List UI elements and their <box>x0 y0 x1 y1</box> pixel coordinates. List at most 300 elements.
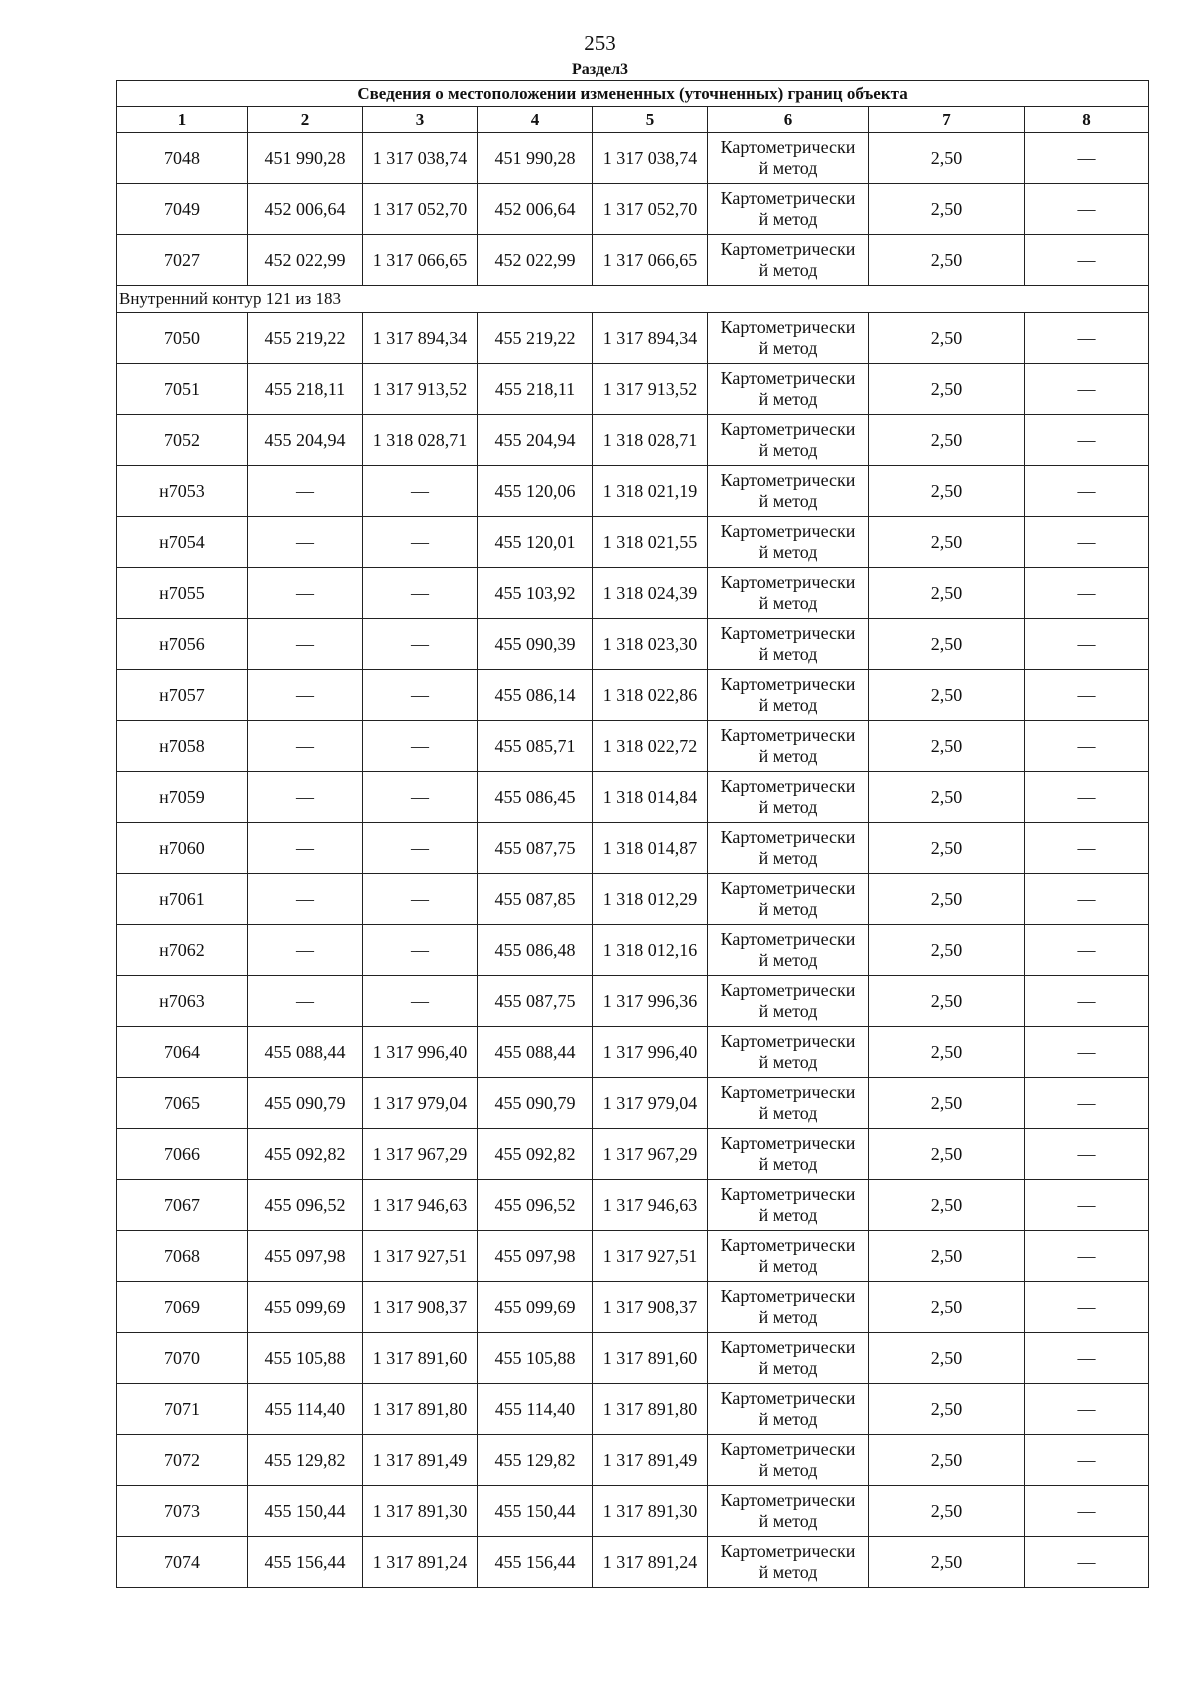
cell-point-id: н7060 <box>117 823 248 874</box>
cell-method <box>708 670 869 721</box>
method-line: й метод <box>758 209 818 229</box>
cell-x-old: — <box>248 976 363 1027</box>
cell-y-old: — <box>363 772 478 823</box>
cell-accuracy: 2,50 <box>869 1537 1025 1588</box>
cell-x-new: 455 120,01 <box>478 517 593 568</box>
cell-description: — <box>1025 1231 1149 1282</box>
table-body <box>117 133 1149 1588</box>
cell-accuracy: 2,50 <box>869 976 1025 1027</box>
cell-x-old: — <box>248 925 363 976</box>
cell-x-new: 452 022,99 <box>478 235 593 286</box>
cell-x-old: — <box>248 568 363 619</box>
cell-x-old: — <box>248 772 363 823</box>
table-row <box>117 1333 1149 1384</box>
cell-accuracy: 2,50 <box>869 925 1025 976</box>
cell-description: — <box>1025 364 1149 415</box>
table-row <box>117 415 1149 466</box>
cell-method <box>708 1078 869 1129</box>
cell-x-new: 455 090,39 <box>478 619 593 670</box>
method-line: Картометрически <box>720 1337 856 1357</box>
cell-y-new: 1 317 894,34 <box>593 313 708 364</box>
cell-y-new: 1 318 012,16 <box>593 925 708 976</box>
table-row <box>117 670 1149 721</box>
cell-method <box>708 1486 869 1537</box>
cell-description: — <box>1025 721 1149 772</box>
column-header: 4 <box>478 107 593 133</box>
cell-y-new: 1 318 021,19 <box>593 466 708 517</box>
cell-x-old: — <box>248 619 363 670</box>
cell-x-old: 455 219,22 <box>248 313 363 364</box>
method-line: Картометрически <box>720 188 856 208</box>
table-row <box>117 823 1149 874</box>
cell-point-id: 7064 <box>117 1027 248 1078</box>
method-line: Картометрически <box>720 368 856 388</box>
cell-method <box>708 1231 869 1282</box>
method-line: й метод <box>758 542 818 562</box>
cell-x-new: 455 090,79 <box>478 1078 593 1129</box>
method-line: Картометрически <box>720 1286 856 1306</box>
cell-x-old: — <box>248 721 363 772</box>
cell-description: — <box>1025 1486 1149 1537</box>
table-row <box>117 721 1149 772</box>
table-row <box>117 1486 1149 1537</box>
method-line: й метод <box>758 1052 818 1072</box>
cell-x-old: 452 022,99 <box>248 235 363 286</box>
cell-method <box>708 517 869 568</box>
cell-x-old: — <box>248 823 363 874</box>
table-row <box>117 772 1149 823</box>
cell-x-old: 455 105,88 <box>248 1333 363 1384</box>
cell-accuracy: 2,50 <box>869 313 1025 364</box>
cell-point-id: 7050 <box>117 313 248 364</box>
method-line: й метод <box>758 1154 818 1174</box>
cell-y-old: 1 317 979,04 <box>363 1078 478 1129</box>
cell-description: — <box>1025 133 1149 184</box>
cell-x-new: 455 087,85 <box>478 874 593 925</box>
cell-point-id: н7058 <box>117 721 248 772</box>
table-row <box>117 466 1149 517</box>
cell-x-new: 455 087,75 <box>478 976 593 1027</box>
cell-point-id: 7067 <box>117 1180 248 1231</box>
cell-accuracy: 2,50 <box>869 1486 1025 1537</box>
cell-description: — <box>1025 1078 1149 1129</box>
method-line: Картометрически <box>720 419 856 439</box>
method-line: Картометрически <box>720 470 856 490</box>
cell-y-old: 1 317 066,65 <box>363 235 478 286</box>
method-line: Картометрически <box>720 1490 856 1510</box>
cell-point-id: н7062 <box>117 925 248 976</box>
cell-y-new: 1 317 891,80 <box>593 1384 708 1435</box>
cell-method <box>708 133 869 184</box>
cell-accuracy: 2,50 <box>869 1384 1025 1435</box>
cell-accuracy: 2,50 <box>869 133 1025 184</box>
method-line: Картометрически <box>720 674 856 694</box>
column-header: 1 <box>117 107 248 133</box>
method-line: й метод <box>758 1103 818 1123</box>
table-row <box>117 925 1149 976</box>
cell-y-old: — <box>363 823 478 874</box>
cell-y-new: 1 318 022,86 <box>593 670 708 721</box>
cell-y-new: 1 317 996,40 <box>593 1027 708 1078</box>
cell-method <box>708 466 869 517</box>
cell-y-new: 1 317 891,49 <box>593 1435 708 1486</box>
cell-y-old: — <box>363 874 478 925</box>
cell-point-id: 7027 <box>117 235 248 286</box>
method-line: й метод <box>758 695 818 715</box>
method-line: Картометрически <box>720 725 856 745</box>
cell-x-new: 455 099,69 <box>478 1282 593 1333</box>
cell-x-new: 455 219,22 <box>478 313 593 364</box>
cell-accuracy: 2,50 <box>869 772 1025 823</box>
cell-y-old: — <box>363 568 478 619</box>
table-row <box>117 568 1149 619</box>
cell-accuracy: 2,50 <box>869 1282 1025 1333</box>
cell-point-id: 7049 <box>117 184 248 235</box>
cell-y-old: — <box>363 466 478 517</box>
table-caption-row <box>117 81 1149 107</box>
cell-accuracy: 2,50 <box>869 1333 1025 1384</box>
method-line: й метод <box>758 1205 818 1225</box>
cell-x-old: 455 218,11 <box>248 364 363 415</box>
cell-accuracy: 2,50 <box>869 1180 1025 1231</box>
cell-point-id: н7054 <box>117 517 248 568</box>
cell-x-new: 455 218,11 <box>478 364 593 415</box>
cell-point-id: 7051 <box>117 364 248 415</box>
cell-method <box>708 721 869 772</box>
cell-x-new: 455 097,98 <box>478 1231 593 1282</box>
method-line: Картометрически <box>720 776 856 796</box>
cell-y-old: 1 317 038,74 <box>363 133 478 184</box>
cell-method <box>708 235 869 286</box>
method-line: й метод <box>758 260 818 280</box>
method-line: Картометрически <box>720 521 856 541</box>
table-row <box>117 1282 1149 1333</box>
cell-point-id: 7069 <box>117 1282 248 1333</box>
cell-y-old: 1 317 891,49 <box>363 1435 478 1486</box>
cell-description: — <box>1025 568 1149 619</box>
cell-y-old: — <box>363 670 478 721</box>
method-line: Картометрически <box>720 239 856 259</box>
cell-x-new: 455 120,06 <box>478 466 593 517</box>
column-header: 5 <box>593 107 708 133</box>
method-line: Картометрически <box>720 137 856 157</box>
cell-method <box>708 1537 869 1588</box>
table-row <box>117 133 1149 184</box>
cell-y-old: 1 317 891,30 <box>363 1486 478 1537</box>
cell-point-id: н7053 <box>117 466 248 517</box>
cell-accuracy: 2,50 <box>869 1129 1025 1180</box>
method-line: й метод <box>758 899 818 919</box>
method-line: Картометрически <box>720 1439 856 1459</box>
cell-x-old: — <box>248 670 363 721</box>
cell-y-old: 1 317 946,63 <box>363 1180 478 1231</box>
table-row <box>117 1180 1149 1231</box>
cell-y-new: 1 317 946,63 <box>593 1180 708 1231</box>
cell-accuracy: 2,50 <box>869 721 1025 772</box>
table-row <box>117 1129 1149 1180</box>
cell-accuracy: 2,50 <box>869 1435 1025 1486</box>
cell-method <box>708 1180 869 1231</box>
cell-x-old: 455 092,82 <box>248 1129 363 1180</box>
contour-label: Внутренний контур 121 из 183 <box>117 286 1149 313</box>
cell-x-old: 452 006,64 <box>248 184 363 235</box>
cell-description: — <box>1025 235 1149 286</box>
cell-x-new: 452 006,64 <box>478 184 593 235</box>
cell-x-old: 455 088,44 <box>248 1027 363 1078</box>
cell-accuracy: 2,50 <box>869 184 1025 235</box>
cell-y-new: 1 318 022,72 <box>593 721 708 772</box>
table-row <box>117 874 1149 925</box>
method-line: й метод <box>758 593 818 613</box>
cell-method <box>708 823 869 874</box>
cell-method <box>708 619 869 670</box>
cell-y-new: 1 317 066,65 <box>593 235 708 286</box>
cell-description: — <box>1025 1282 1149 1333</box>
cell-y-new: 1 318 014,84 <box>593 772 708 823</box>
cell-y-new: 1 317 927,51 <box>593 1231 708 1282</box>
cell-point-id: н7063 <box>117 976 248 1027</box>
cell-accuracy: 2,50 <box>869 1231 1025 1282</box>
cell-y-new: 1 318 012,29 <box>593 874 708 925</box>
cell-y-old: 1 317 052,70 <box>363 184 478 235</box>
cell-y-old: 1 318 028,71 <box>363 415 478 466</box>
cell-method <box>708 184 869 235</box>
method-line: Картометрически <box>720 1031 856 1051</box>
cell-x-old: 455 150,44 <box>248 1486 363 1537</box>
cell-description: — <box>1025 313 1149 364</box>
column-header: 3 <box>363 107 478 133</box>
method-line: Картометрически <box>720 623 856 643</box>
cell-x-new: 455 129,82 <box>478 1435 593 1486</box>
method-line: й метод <box>758 1562 818 1582</box>
cell-point-id: 7072 <box>117 1435 248 1486</box>
cell-x-new: 451 990,28 <box>478 133 593 184</box>
method-line: й метод <box>758 1001 818 1021</box>
method-line: й метод <box>758 389 818 409</box>
cell-accuracy: 2,50 <box>869 235 1025 286</box>
cell-method <box>708 1282 869 1333</box>
method-line: й метод <box>758 746 818 766</box>
cell-y-new: 1 317 891,24 <box>593 1537 708 1588</box>
cell-y-old: — <box>363 721 478 772</box>
contour-row <box>117 286 1149 313</box>
method-line: Картометрически <box>720 929 856 949</box>
page-number: 253 <box>584 31 616 55</box>
cell-x-new: 455 086,45 <box>478 772 593 823</box>
table-row <box>117 313 1149 364</box>
table-row <box>117 235 1149 286</box>
cell-y-old: — <box>363 925 478 976</box>
cell-y-old: 1 317 891,24 <box>363 1537 478 1588</box>
cell-x-old: 455 204,94 <box>248 415 363 466</box>
cell-y-old: 1 317 908,37 <box>363 1282 478 1333</box>
cell-method <box>708 568 869 619</box>
cell-description: — <box>1025 619 1149 670</box>
cell-method <box>708 1435 869 1486</box>
cell-description: — <box>1025 976 1149 1027</box>
cell-x-old: 455 090,79 <box>248 1078 363 1129</box>
cell-y-new: 1 317 996,36 <box>593 976 708 1027</box>
column-header: 2 <box>248 107 363 133</box>
cell-description: — <box>1025 823 1149 874</box>
method-line: й метод <box>758 1358 818 1378</box>
cell-point-id: 7074 <box>117 1537 248 1588</box>
cell-y-old: 1 317 891,80 <box>363 1384 478 1435</box>
cell-point-id: н7061 <box>117 874 248 925</box>
cell-x-new: 455 096,52 <box>478 1180 593 1231</box>
cell-x-new: 455 088,44 <box>478 1027 593 1078</box>
method-line: Картометрически <box>720 878 856 898</box>
cell-description: — <box>1025 1435 1149 1486</box>
cell-y-new: 1 317 891,30 <box>593 1486 708 1537</box>
cell-accuracy: 2,50 <box>869 364 1025 415</box>
cell-description: — <box>1025 466 1149 517</box>
cell-method <box>708 925 869 976</box>
column-header: 8 <box>1025 107 1149 133</box>
cell-y-old: — <box>363 976 478 1027</box>
cell-y-new: 1 318 021,55 <box>593 517 708 568</box>
method-line: Картометрически <box>720 827 856 847</box>
method-line: й метод <box>758 1409 818 1429</box>
cell-y-old: 1 317 927,51 <box>363 1231 478 1282</box>
method-line: Картометрически <box>720 1133 856 1153</box>
cell-y-old: 1 317 891,60 <box>363 1333 478 1384</box>
cell-point-id: н7055 <box>117 568 248 619</box>
table-row <box>117 1027 1149 1078</box>
cell-point-id: н7056 <box>117 619 248 670</box>
cell-y-new: 1 318 014,87 <box>593 823 708 874</box>
cell-x-old: 455 097,98 <box>248 1231 363 1282</box>
method-line: й метод <box>758 1460 818 1480</box>
method-line: й метод <box>758 1511 818 1531</box>
cell-y-old: 1 317 967,29 <box>363 1129 478 1180</box>
method-line: й метод <box>758 644 818 664</box>
cell-method <box>708 976 869 1027</box>
cell-x-old: 455 114,40 <box>248 1384 363 1435</box>
cell-point-id: 7073 <box>117 1486 248 1537</box>
cell-x-new: 455 085,71 <box>478 721 593 772</box>
cell-method <box>708 313 869 364</box>
cell-point-id: 7066 <box>117 1129 248 1180</box>
cell-y-new: 1 318 028,71 <box>593 415 708 466</box>
method-line: Картометрически <box>720 1184 856 1204</box>
table-row <box>117 619 1149 670</box>
cell-description: — <box>1025 670 1149 721</box>
cell-y-new: 1 317 908,37 <box>593 1282 708 1333</box>
cell-method <box>708 1384 869 1435</box>
cell-y-old: 1 317 894,34 <box>363 313 478 364</box>
table-header-row <box>117 107 1149 133</box>
cell-y-new: 1 317 038,74 <box>593 133 708 184</box>
method-line: й метод <box>758 338 818 358</box>
table-row <box>117 184 1149 235</box>
cell-description: — <box>1025 1333 1149 1384</box>
method-line: й метод <box>758 440 818 460</box>
cell-y-new: 1 318 024,39 <box>593 568 708 619</box>
cell-method <box>708 1333 869 1384</box>
table-row <box>117 517 1149 568</box>
cell-y-new: 1 317 052,70 <box>593 184 708 235</box>
cell-y-new: 1 317 979,04 <box>593 1078 708 1129</box>
cell-description: — <box>1025 1129 1149 1180</box>
column-header: 7 <box>869 107 1025 133</box>
column-header: 6 <box>708 107 869 133</box>
cell-x-new: 455 204,94 <box>478 415 593 466</box>
cell-x-new: 455 087,75 <box>478 823 593 874</box>
cell-point-id: 7048 <box>117 133 248 184</box>
cell-description: — <box>1025 517 1149 568</box>
cell-accuracy: 2,50 <box>869 619 1025 670</box>
cell-y-new: 1 317 967,29 <box>593 1129 708 1180</box>
cell-y-new: 1 317 913,52 <box>593 364 708 415</box>
cell-method <box>708 772 869 823</box>
cell-accuracy: 2,50 <box>869 823 1025 874</box>
cell-point-id: 7068 <box>117 1231 248 1282</box>
method-line: й метод <box>758 1307 818 1327</box>
cell-y-old: — <box>363 517 478 568</box>
cell-method <box>708 874 869 925</box>
cell-x-old: 455 129,82 <box>248 1435 363 1486</box>
cell-method <box>708 415 869 466</box>
cell-accuracy: 2,50 <box>869 670 1025 721</box>
cell-x-new: 455 156,44 <box>478 1537 593 1588</box>
method-line: й метод <box>758 950 818 970</box>
method-line: Картометрически <box>720 1388 856 1408</box>
cell-x-old: 455 096,52 <box>248 1180 363 1231</box>
method-line: й метод <box>758 491 818 511</box>
cell-accuracy: 2,50 <box>869 1078 1025 1129</box>
table-row <box>117 1435 1149 1486</box>
cell-x-old: — <box>248 517 363 568</box>
cell-point-id: н7057 <box>117 670 248 721</box>
method-line: Картометрически <box>720 1235 856 1255</box>
cell-x-new: 455 103,92 <box>478 568 593 619</box>
cell-x-new: 455 114,40 <box>478 1384 593 1435</box>
table-row <box>117 1078 1149 1129</box>
cell-x-new: 455 086,48 <box>478 925 593 976</box>
cell-accuracy: 2,50 <box>869 466 1025 517</box>
cell-point-id: 7071 <box>117 1384 248 1435</box>
section-title: Раздел3 <box>571 61 629 78</box>
cell-description: — <box>1025 925 1149 976</box>
method-line: Картометрически <box>720 1082 856 1102</box>
cell-description: — <box>1025 1384 1149 1435</box>
cell-y-old: 1 317 913,52 <box>363 364 478 415</box>
cell-accuracy: 2,50 <box>869 517 1025 568</box>
cell-x-new: 455 092,82 <box>478 1129 593 1180</box>
cell-description: — <box>1025 415 1149 466</box>
cell-x-old: 455 099,69 <box>248 1282 363 1333</box>
cell-point-id: 7052 <box>117 415 248 466</box>
table-row <box>117 976 1149 1027</box>
method-line: Картометрически <box>720 1541 856 1561</box>
cell-description: — <box>1025 1537 1149 1588</box>
method-line: Картометрически <box>720 317 856 337</box>
cell-y-old: 1 317 996,40 <box>363 1027 478 1078</box>
method-line: й метод <box>758 158 818 178</box>
cell-x-new: 455 105,88 <box>478 1333 593 1384</box>
cell-x-old: — <box>248 466 363 517</box>
cell-description: — <box>1025 1180 1149 1231</box>
cell-y-new: 1 318 023,30 <box>593 619 708 670</box>
cell-x-old: 451 990,28 <box>248 133 363 184</box>
method-line: Картометрически <box>720 572 856 592</box>
cell-description: — <box>1025 772 1149 823</box>
cell-description: — <box>1025 1027 1149 1078</box>
cell-y-old: — <box>363 619 478 670</box>
cell-accuracy: 2,50 <box>869 1027 1025 1078</box>
cell-y-new: 1 317 891,60 <box>593 1333 708 1384</box>
